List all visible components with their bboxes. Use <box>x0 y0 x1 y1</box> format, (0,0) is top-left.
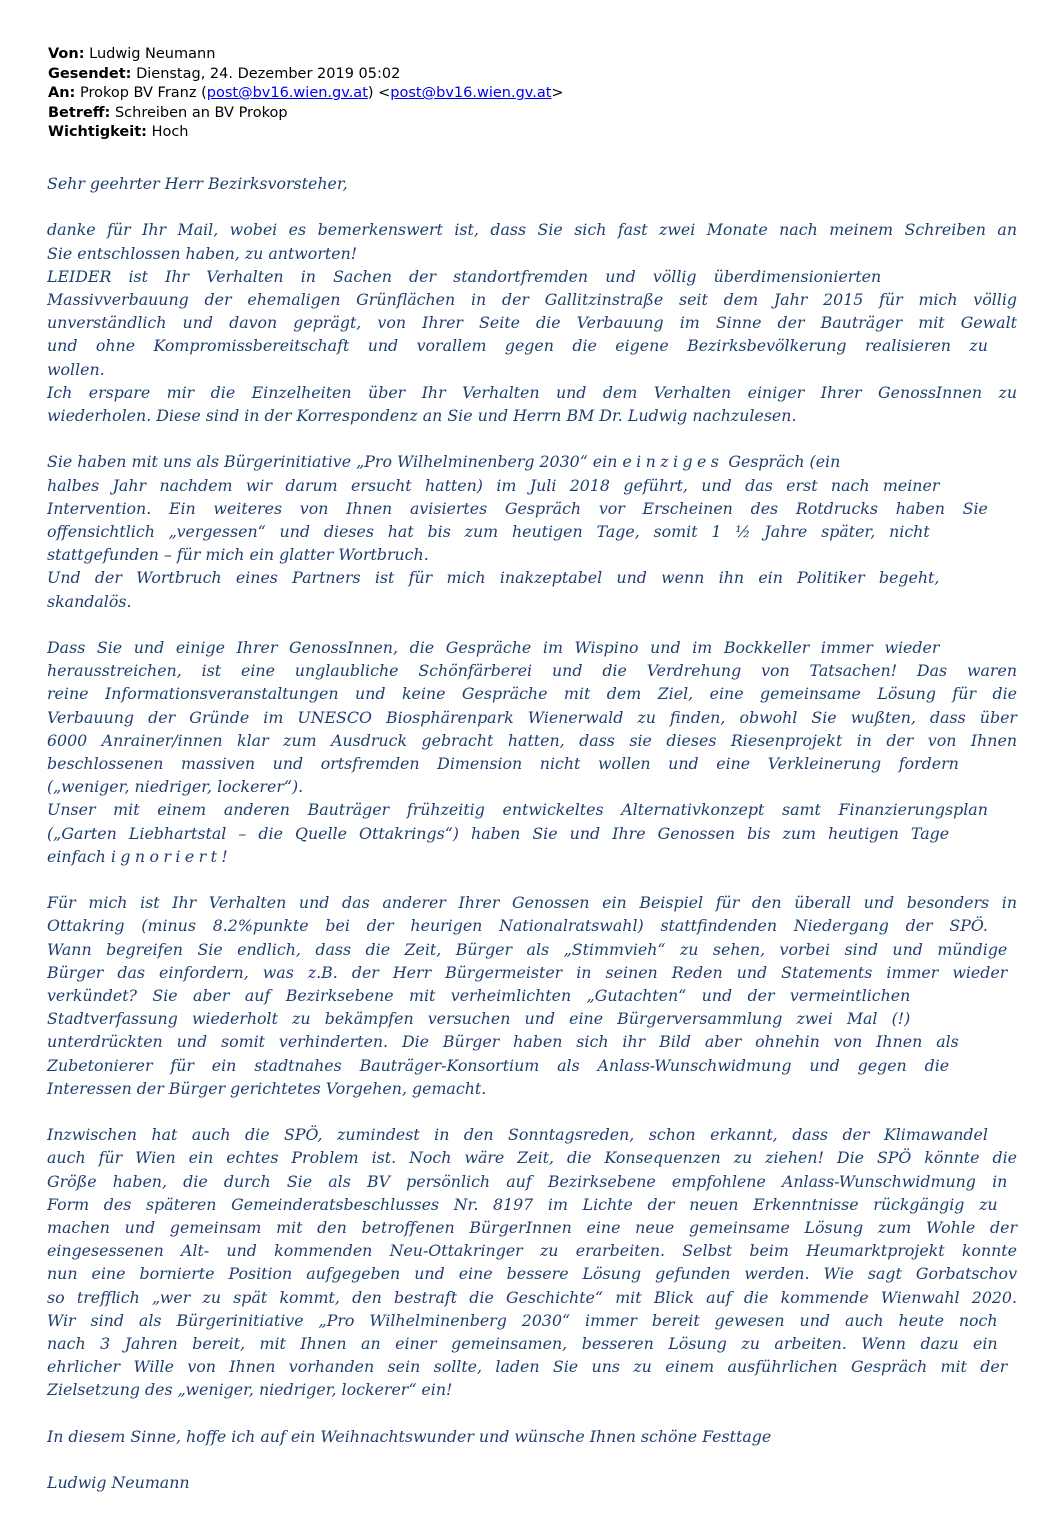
text-line: Wir sind als Bürgerinitiative „Pro Wilhelminenberg 2030“ immer bereit gewesen und auch heute noch <box>47 1310 998 1330</box>
text-line: eingesessenen Alt- und kommenden Neu-Ottakringer zu erarbeiten. Selbst beim Heumarktprojekt konnte <box>47 1241 1017 1261</box>
priority-label: Wichtigkeit: <box>48 124 147 140</box>
text-line: Ich erspare mir die Einzelheiten über Ihr Verhalten und dem Verhalten einiger Ihrer GenossInnen zu <box>47 382 1017 402</box>
text-line: verkündet? Sie aber auf Bezirksebene mit verheimlichten „Gutachten“ und der vermeintlichen <box>47 986 911 1006</box>
text-line: Bürger das einfordern, was z.B. der Herr Bürgermeister in seinen Reden und Statements immer wieder <box>47 962 1008 982</box>
text-line: danke für Ihr Mail, wobei es bemerkenswert ist, dass Sie sich fast zwei Monate nach meinem Schreiben an <box>47 220 1017 240</box>
text-line: skandalös. <box>47 591 132 611</box>
text-line: Wann begreifen Sie endlich, dass die Zeit, Bürger als „Stimmvieh“ zu sehen, vorbei sind und mündige <box>47 939 1008 959</box>
text-line: wiederholen. Diese sind in der Korrespondenz an Sie und Herrn BM Dr. Ludwig nachzulesen. <box>47 406 797 426</box>
text-line: machen und gemeinsam mit den betroffenen BürgerInnen eine neue gemeinsame Lösung zum Wohle der <box>47 1218 1017 1238</box>
text-line: Ottakring (minus 8.2%punkte bei der heurigen Nationalratswahl) stattfindenden Niedergang der SPÖ. <box>47 916 988 936</box>
greeting: Sehr geehrter Herr Bezirksvorsteher, <box>47 174 348 193</box>
text-line: unverständlich und davon geprägt, von Ihrer Seite die Verbauung im Sinne der Bauträger mit Gewalt <box>47 313 1017 333</box>
to-line: An: Prokop BV Franz (post@bv16.wien.gv.at) <post@bv16.wien.gv.at> <box>48 85 564 101</box>
from-value: Ludwig Neumann <box>89 46 216 62</box>
text-line: Verbauung der Gründe im UNESCO Biosphärenpark Wienerwald zu finden, obwohl Sie wußten, dass über <box>47 707 1017 727</box>
text-line: Für mich ist Ihr Verhalten und das anderer Ihrer Genossen ein Beispiel für den überall und besonders in <box>47 893 1017 913</box>
text-line: stattgefunden – für mich ein glatter Wortbruch. <box>47 545 429 565</box>
subject-line <box>48 104 564 124</box>
text-line: herausstreichen, ist eine unglaubliche Schönfärberei und die Verdrehung von Tatsachen! Das waren <box>47 661 1017 681</box>
text-line: Und der Wortbruch eines Partners ist für mich inakzeptabel und wenn ihn ein Politiker begeht, <box>47 568 940 588</box>
to-email-link[interactable]: post@bv16.wien.gv.at <box>206 85 368 101</box>
text-line: („weniger, niedriger, lockerer“). <box>47 777 304 797</box>
to-label: An: <box>48 85 76 101</box>
subject-label: Betreff: <box>48 104 111 121</box>
text-line: unterdrückten und somit verhinderten. Die Bürger haben sich ihr Bild aber ohnehin von Ihnen als <box>47 1032 959 1052</box>
text-line: Form des späteren Gemeinderatsbeschlusses Nr. 8197 im Lichte der neuen Erkenntnisse rückgängig zu <box>47 1194 998 1214</box>
priority-line <box>48 123 564 143</box>
text-line: einfach ignoriert! <box>47 846 233 866</box>
text-line: nach 3 Jahren bereit, mit Ihnen an einer gemeinsamen, besseren Lösung zu arbeiten. Wenn dazu ein <box>47 1334 998 1354</box>
sent-label: Gesendet: <box>48 65 132 82</box>
text-line: Interessen der Bürger gerichtetes Vorgehen, gemacht. <box>47 1078 487 1098</box>
text-line: („Garten Liebhartstal – die Quelle Ottakrings“) haben Sie und Ihre Genossen bis zum heutigen Tage <box>47 823 950 843</box>
from-label: Von: <box>48 46 85 62</box>
text-line: Zubetonierer für ein stadtnahes Bauträger-Konsortium als Anlass-Wunschwidmung und gegen die <box>47 1055 950 1075</box>
paragraph-3 <box>47 636 1017 868</box>
text-line: Dass Sie und einige Ihrer GenossInnen, die Gespräche im Wispino und im Bockkeller immer wieder <box>47 638 940 658</box>
subject-value: Schreiben an BV Prokop <box>114 104 288 121</box>
text-line: auch für Wien ein echtes Problem ist. Noch wäre Zeit, die Konsequenzen zu ziehen! Die SPÖ könnte die <box>47 1148 1017 1168</box>
text-line: Stadtverfassung wiederholt zu bekämpfen versuchen und eine Bürgerversammlung zwei Mal (!) <box>47 1009 911 1029</box>
text-line: wollen. <box>47 359 105 379</box>
text-line: halbes Jahr nachdem wir darum ersucht hatten) im Juli 2018 geführt, und das erst nach meiner <box>47 475 940 495</box>
email-header <box>48 45 564 143</box>
text-line: so trefflich „wer zu spät kommt, den bestraft die Geschichte“ mit Blick auf die kommende Wienwahl 2020. <box>47 1287 1017 1307</box>
text-line: Zielsetzung des „weniger, niedriger, lockerer“ ein! <box>47 1380 453 1400</box>
priority-value: Hoch <box>151 124 189 140</box>
paragraph-2 <box>47 450 1017 612</box>
text-line: und ohne Kompromissbereitschaft und vorallem gegen die eigene Bezirksbevölkerung realisieren zu <box>47 336 988 356</box>
text-line: Größe haben, die durch Sie als BV persönlich auf Bezirksebene empfohlene Anlass-Wunschwidmung in <box>47 1171 1008 1191</box>
sent-line <box>48 65 564 85</box>
paragraph-4 <box>47 891 1017 1100</box>
text-line: beschlossenen massiven und ortsfremden Dimension nicht wollen und eine Verkleinerung fordern <box>47 754 959 774</box>
emphasized-word: ignoriert! <box>110 846 233 866</box>
text-line: 6000 Anrainer/innen klar zum Ausdruck gebracht hatten, dass sie dieses Riesenprojekt in der von Ihnen <box>47 730 1017 750</box>
text-line: offensichtlich „vergessen“ und dieses hat bis zum heutigen Tage, somit 1 ½ Jahre später, nicht <box>47 522 930 542</box>
letter-body <box>47 172 1017 1518</box>
to-email-link-2[interactable]: post@bv16.wien.gv.at <box>390 85 552 101</box>
to-name: Prokop BV Franz <box>79 85 197 101</box>
sent-value: Dienstag, 24. Dezember 2019 05:02 <box>136 65 401 82</box>
text-line: Sie haben mit uns als Bürgerinitiative „Pro Wilhelminenberg 2030“ ein einziges Gespräch (ein <box>47 452 841 472</box>
text-line: Sie entschlossen haben, zu antworten! <box>47 243 358 263</box>
closing-line: In diesem Sinne, hoffe ich auf ein Weihnachtswunder und wünsche Ihnen schöne Festtage <box>47 1426 772 1446</box>
paragraph-5 <box>47 1123 1017 1401</box>
text-line: nun eine bornierte Position aufgegeben und eine bessere Lösung gefunden werden. Wie sagt Gorbatschov <box>47 1264 1017 1284</box>
emphasized-word: einziges <box>622 452 724 472</box>
text-line: Unser mit einem anderen Bauträger frühzeitig entwickeltes Alternativkonzept samt Finanzierungsplan <box>47 800 988 820</box>
signature: Ludwig Neumann <box>47 1473 190 1493</box>
text-line: LEIDER ist Ihr Verhalten in Sachen der standortfremden und völlig überdimensionierten <box>47 266 882 286</box>
text-line: Intervention. Ein weiteres von Ihnen avisiertes Gespräch vor Erscheinen des Rotdrucks haben Sie <box>47 498 988 518</box>
from-line <box>48 45 564 65</box>
text-line: reine Informationsveranstaltungen und keine Gespräche mit dem Ziel, eine gemeinsame Lösung für die <box>47 684 1017 704</box>
text-line: Inzwischen hat auch die SPÖ, zumindest in den Sonntagsreden, schon erkannt, dass der Klimawandel <box>47 1125 988 1145</box>
text-line: ehrlicher Wille von Ihnen vorhanden sein sollte, laden Sie uns zu einem ausführlichen Gespräch mit der <box>47 1357 1008 1377</box>
paragraph-1 <box>47 218 1017 427</box>
text-line: Massivverbauung der ehemaligen Grünflächen in der Gallitzinstraße seit dem Jahr 2015 für mich völlig <box>47 290 1017 309</box>
